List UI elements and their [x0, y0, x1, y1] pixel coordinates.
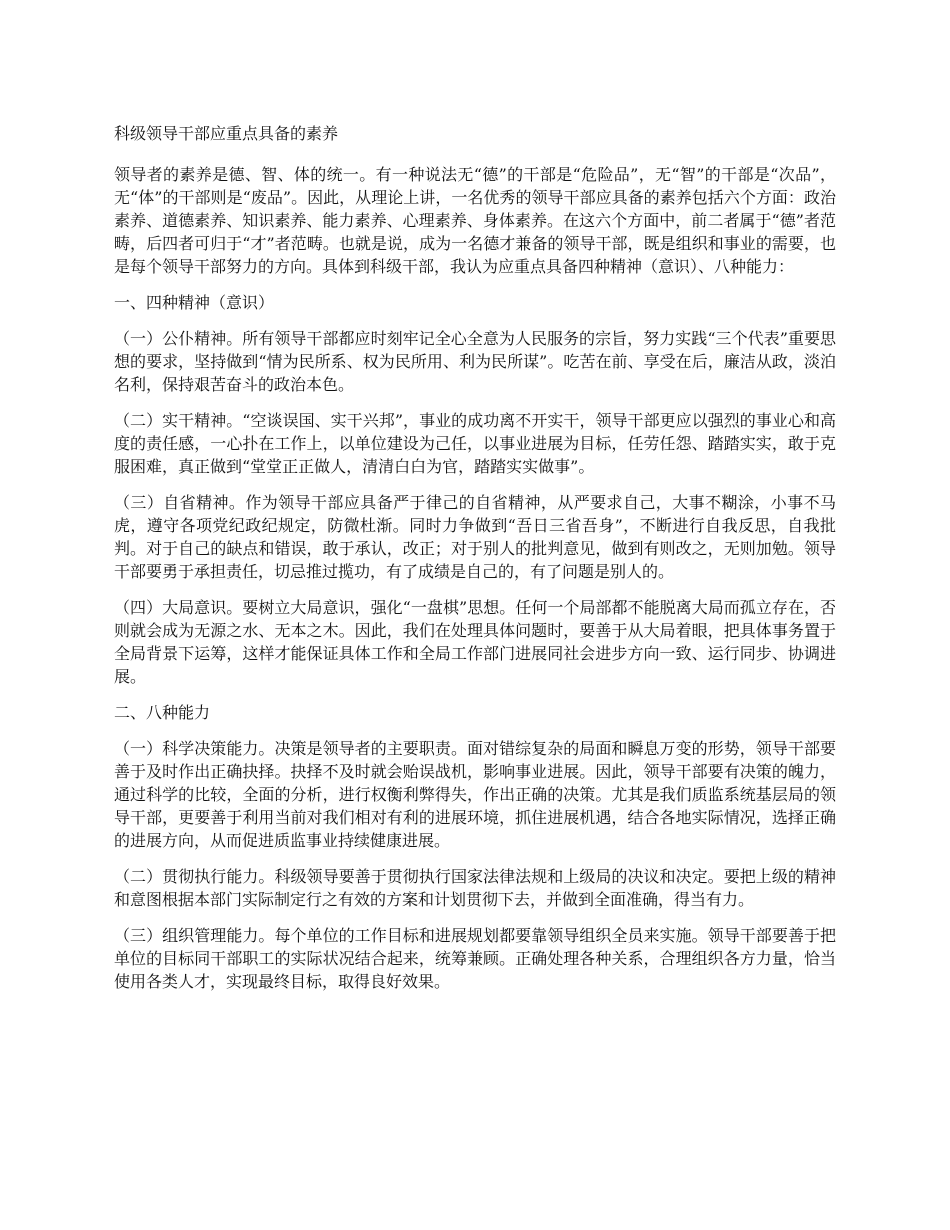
paragraph-practical-spirit: （二）实干精神。“空谈误国、实干兴邦”，事业的成功离不开实干，领导干部更应以强烈的事业心和高度的责任感，一心扑在工作上，以单位建设为己任，以事业进展为目标，任劳任怨、踏踏实实，敢于克服困难，真正做到“堂堂正正做人，清清白白为官，踏踏实实做事”。: [114, 411, 836, 476]
section-heading-spirits: 一、四种精神（意识）: [114, 293, 275, 312]
document-title: 科级领导干部应重点具备的素养: [114, 124, 339, 143]
paragraph-servant-spirit: （一）公仆精神。所有领导干部都应时刻牢记全心全意为人民服务的宗旨，努力实践“三个代表”重要思想的要求，坚持做到“情为民所系、权为民所用、利为民所谋”。吃苦在前、享受在后，廉洁从政，淡泊名利，保持艰苦奋斗的政治本色。: [114, 329, 836, 394]
paragraph-decision-ability: （一）科学决策能力。决策是领导者的主要职责。面对错综复杂的局面和瞬息万变的形势，领导干部要善于及时作出正确抉择。抉择不及时就会贻误战机，影响事业进展。因此，领导干部要有决策的魄力，通过科学的比较，全面的分析，进行权衡利弊得失，作出正确的决策。尤其是我们质监系统基层局的领导干部，更要善于利用当前对我们相对有利的进展环境，抓住进展机遇，结合各地实际情况，选择正确的进展方向，从而促进质监事业持续健康进展。: [114, 739, 836, 850]
paragraph-management-ability: （三）组织管理能力。每个单位的工作目标和进展规划都要靠领导组织全员来实施。领导干部要善于把单位的目标同干部职工的实际状况结合起来，统筹兼顾。正确处理各种关系，合理组织各方力量，恰当使用各类人才，实现最终目标，取得良好效果。: [114, 926, 836, 991]
paragraph-self-reflection-spirit: （三）自省精神。作为领导干部应具备严于律己的自省精神，从严要求自己，大事不糊涂，小事不马虎，遵守各项党纪政纪规定，防微杜渐。同时力争做到“吾日三省吾身”，不断进行自我反思，自我批判。对于自己的缺点和错误，敢于承认，改正；对于别人的批判意见，做到有则改之，无则加勉。领导干部要勇于承担责任，切忌推过揽功，有了成绩是自己的，有了问题是别人的。: [114, 493, 836, 581]
intro-paragraph: 领导者的素养是德、智、体的统一。有一种说法无“德”的干部是“危险品”，无“智”的干部是“次品”，无“体”的干部则是“废品”。因此，从理论上讲，一名优秀的领导干部应具备的素养包括六个方面：政治素养、道德素养、知识素养、能力素养、心理素养、身体素养。在这六个方面中，前二者属于“德”者范畴，后四者可归于“才”者范畴。也就是说，成为一名德才兼备的领导干部，既是组织和事业的需要，也是每个领导干部努力的方向。具体到科级干部，我认为应重点具备四种精神（意识）、八种能力：: [114, 165, 836, 276]
paragraph-execution-ability: （二）贯彻执行能力。科级领导要善于贯彻执行国家法律法规和上级局的决议和决定。要把上级的精神和意图根据本部门实际制定行之有效的方案和计划贯彻下去，并做到全面准确，得当有力。: [114, 867, 836, 909]
section-heading-abilities: 二、八种能力: [114, 703, 211, 722]
paragraph-overall-awareness: （四）大局意识。要树立大局意识，强化“一盘棋”思想。任何一个局部都不能脱离大局而孤立存在，否则就会成为无源之水、无本之木。因此，我们在处理具体问题时，要善于从大局着眼，把具体事务置于全局背景下运筹，这样才能保证具体工作和全局工作部门进展同社会进步方向一致、运行同步、协调进展。: [114, 598, 836, 686]
